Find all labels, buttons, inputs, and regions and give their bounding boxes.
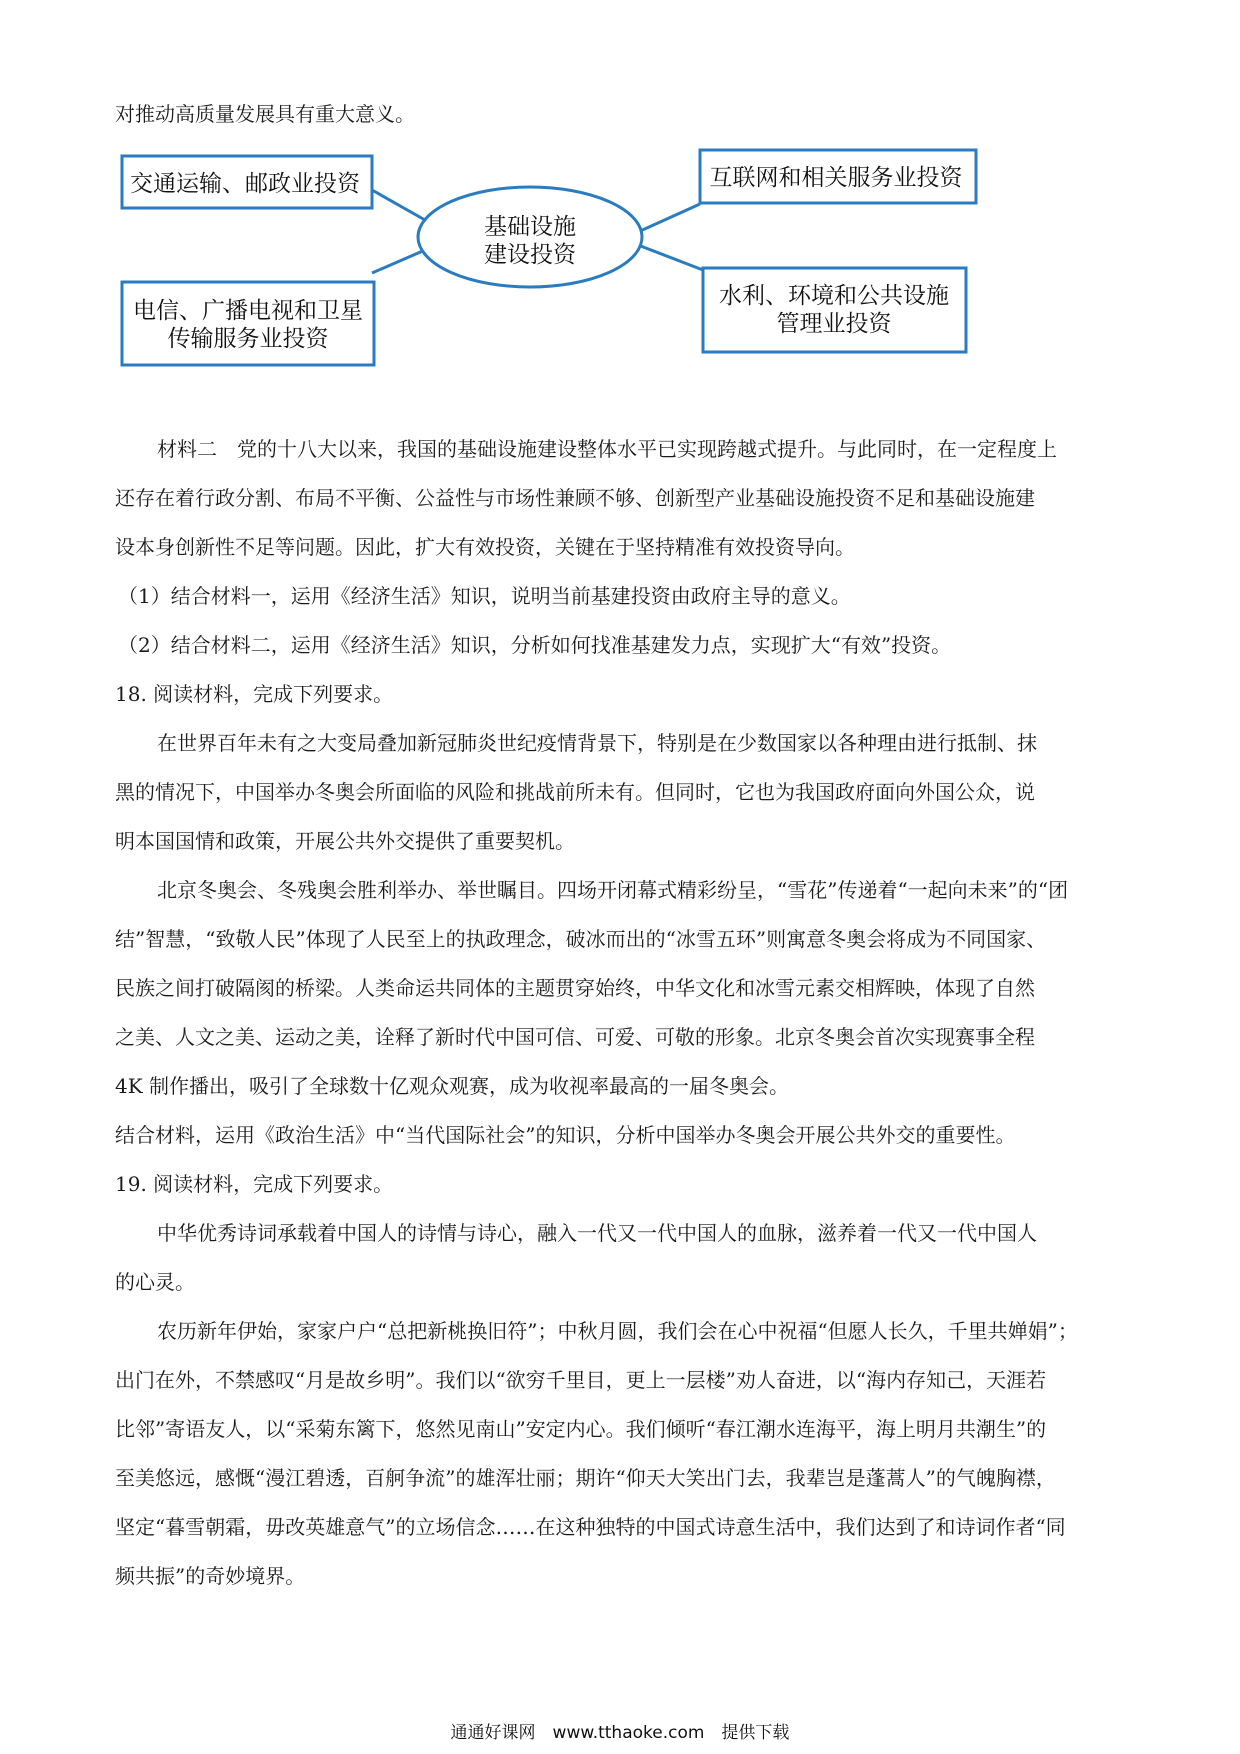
q19-para1-line-2: 的心灵。 (115, 1270, 195, 1294)
q18-para2-line-3: 民族之间打破隔阂的桥梁。人类命运共同体的主题贯穿始终，中华文化和冰雪元素交相辉映，体现了自然 (115, 976, 1035, 1000)
question-19-heading: 19. 阅读材料，完成下列要求。 (115, 1172, 394, 1196)
q19-para1-line-1: 中华优秀诗词承载着中国人的诗情与诗心，融入一代又一代中国人的血脉，滋养着一代又一代中国人 (157, 1221, 1037, 1245)
question-18-prompt: 结合材料，运用《政治生活》中“当代国际社会”的知识，分析中国举办冬奥会开展公共外交的重要性。 (115, 1123, 1016, 1147)
question-18-heading: 18. 阅读材料，完成下列要求。 (115, 682, 394, 706)
connector-bottom-left (372, 250, 425, 273)
intro-tail-text: 对推动高质量发展具有重大意义。 (115, 102, 415, 126)
bottom-left-label-line1: 电信、广播电视和卫星 (133, 298, 363, 324)
q18-para1-line-2: 黑的情况下，中国举办冬奥会所面临的风险和挑战前所未有。但同时，它也为我国政府面向外国公众，说 (115, 780, 1035, 804)
material2-line-3: 设本身创新性不足等问题。因此，扩大有效投资，关键在于坚持精准有效投资导向。 (115, 535, 855, 559)
q19-para2-line-3: 比邻”寄语友人，以“采菊东篱下，悠然见南山”安定内心。我们倾听“春江潮水连海平，海上明月共潮生”的 (115, 1417, 1047, 1441)
center-label-line1: 基础设施 (484, 214, 576, 240)
material2-line-1: 材料二 党的十八大以来，我国的基础设施建设整体水平已实现跨越式提升。与此同时，在一定程度上 (157, 437, 1057, 461)
q18-para2-line-2: 结”智慧，“致敬人民”体现了人民至上的执政理念，破冰而出的“冰雪五环”则寓意冬奥会将成为不同国家、 (115, 927, 1047, 951)
bottom-left-label-line2: 传输服务业投资 (167, 326, 329, 352)
investment-diagram (0, 140, 1240, 400)
q18-para1-line-3: 明本国国情和政策，开展公共外交提供了重要契机。 (115, 829, 575, 853)
q18-para2-line-1: 北京冬奥会、冬残奥会胜利举办、举世瞩目。四场开闭幕式精彩纷呈，“雪花”传递着“一起向未来”的“团 (157, 878, 1069, 902)
q19-para2-line-1: 农历新年伊始，家家户户“总把新桃换旧符”；中秋月圆，我们会在心中祝福“但愿人长久，千里共婵娟”； (157, 1319, 1078, 1343)
top-left-label: 交通运输、邮政业投资 (130, 171, 360, 197)
bottom-right-label-line1: 水利、环境和公共设施 (719, 283, 949, 309)
q18-para2-line-4: 之美、人文之美、运动之美，诠释了新时代中国可信、可爱、可敬的形象。北京冬奥会首次实现赛事全程 (115, 1025, 1035, 1049)
center-label-line2: 建设投资 (484, 242, 576, 268)
box-bottom-right (703, 268, 966, 352)
connector-top-left (372, 190, 425, 220)
bottom-right-label-line2: 管理业投资 (776, 311, 892, 337)
q19-para2-line-2: 出门在外，不禁感叹“月是故乡明”。我们以“欲穷千里目，更上一层楼”劝人奋进，以“海内存知己，天涯若 (115, 1368, 1047, 1392)
connector-top-right (638, 204, 700, 232)
question-17-1: （1）结合材料一，运用《经济生活》知识，说明当前基建投资由政府主导的意义。 (118, 584, 851, 608)
q18-para2-line-5: 4K 制作播出，吸引了全球数十亿观众观赛，成为收视率最高的一届冬奥会。 (115, 1074, 790, 1098)
connector-bottom-right (638, 245, 703, 270)
q19-para2-line-6: 频共振”的奇妙境界。 (115, 1564, 306, 1588)
page-footer: 通通好课网 www.tthaoke.com 提供下载 (450, 1723, 790, 1743)
question-17-2: （2）结合材料二，运用《经济生活》知识，分析如何找准基建发力点，实现扩大“有效”投资。 (118, 633, 952, 657)
q18-para1-line-1: 在世界百年未有之大变局叠加新冠肺炎世纪疫情背景下，特别是在少数国家以各种理由进行抵制、抹 (157, 731, 1037, 755)
top-right-label: 互联网和相关服务业投资 (709, 165, 963, 191)
material2-line-2: 还存在着行政分割、布局不平衡、公益性与市场性兼顾不够、创新型产业基础设施投资不足和基础设施建 (115, 486, 1035, 510)
q19-para2-line-4: 至美悠远，感慨“漫江碧透，百舸争流”的雄浑壮丽；期许“仰天大笑出门去，我辈岂是蓬蒿人”的气魄胸襟， (115, 1466, 1056, 1490)
q19-para2-line-5: 坚定“暮雪朝霜，毋改英雄意气”的立场信念……在这种独特的中国式诗意生活中，我们达到了和诗词作者“同 (115, 1515, 1066, 1539)
